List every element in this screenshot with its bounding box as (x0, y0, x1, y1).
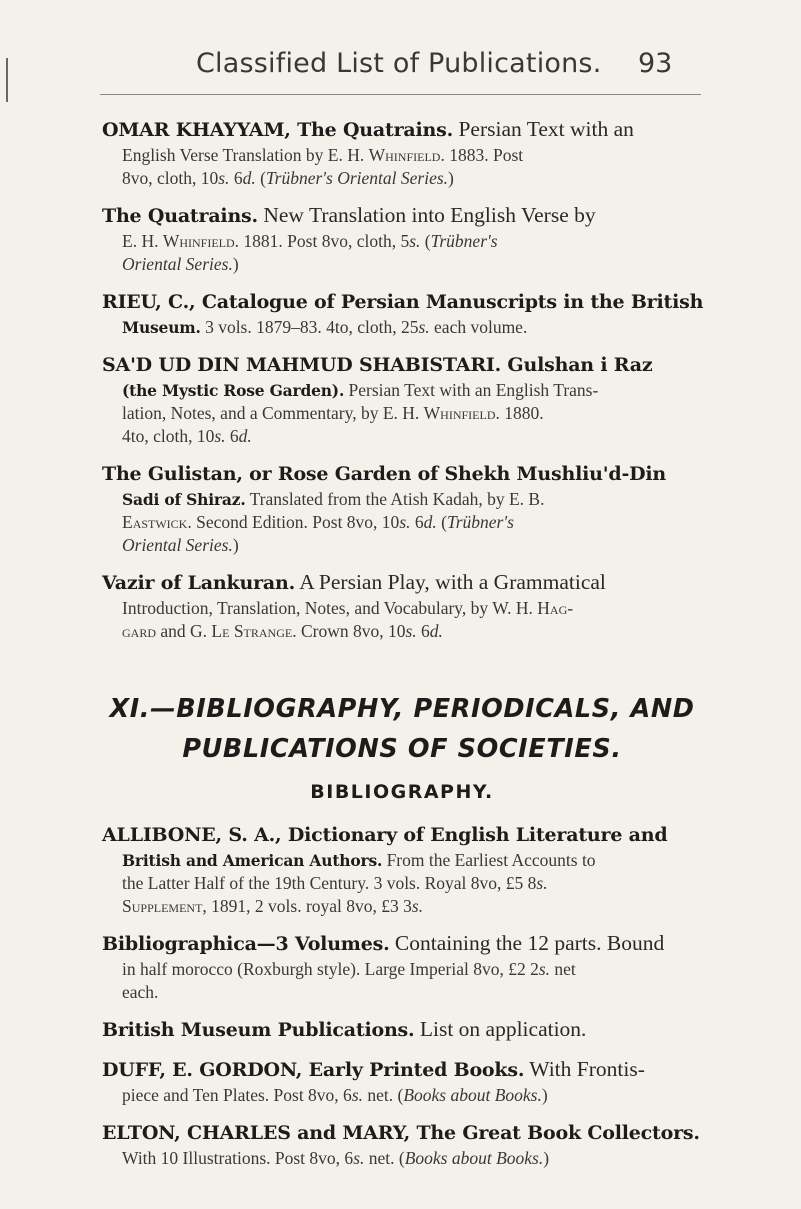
catalog-entry (102, 1056, 702, 1107)
entry-heading: DUFF, E. GORDON, Early Printed Books. (102, 1059, 525, 1081)
entry-text: Supplement, (122, 896, 207, 916)
entry-author: Hag- (537, 598, 574, 618)
entry-text: 1883. Post (444, 145, 524, 165)
entry-text: each. (122, 982, 159, 1002)
entry-heading: Bibliographica—3 Volumes. (102, 933, 390, 955)
entry-text: s. (214, 426, 226, 446)
entry-text: 6 (410, 512, 424, 532)
catalog-entry (102, 930, 702, 1004)
entry-text: 3 vols. 1879–83. 4to, cloth, 25 (200, 317, 419, 337)
catalog-entry (102, 460, 702, 557)
entry-text: 6 (416, 621, 430, 641)
entry-text: 4to, cloth, 10 (122, 426, 215, 446)
entry-text: d. (238, 426, 252, 446)
entry-text: d. (423, 512, 437, 532)
entry-text: s. (409, 231, 421, 251)
catalog-entry (102, 821, 702, 918)
entry-heading: SA'D UD DIN MAHMUD SHABISTARI. Gulshan i Raz (102, 354, 653, 376)
entry-heading: The Quatrains. (102, 205, 258, 227)
entry-text: From the Earliest Accounts to (382, 850, 596, 870)
entry-heading: ALLIBONE, S. A., Dictionary of English Literature and (102, 824, 668, 846)
series-name: Books about Books. (404, 1148, 544, 1168)
section-title (102, 689, 702, 769)
series-name: Oriental Series. (122, 535, 233, 555)
entry-heading: British Museum Publications. (102, 1019, 415, 1041)
entry-author: Whinfield. (162, 231, 240, 251)
entry-text: d. (242, 168, 256, 188)
entry-text: ) (232, 254, 239, 274)
entry-text: ( (255, 168, 266, 188)
catalog-entry (102, 1016, 702, 1044)
entry-text: 1891, 2 vols. royal 8vo, £3 3 (206, 896, 412, 916)
catalog-entry (102, 569, 702, 643)
entry-text: ) (543, 1148, 550, 1168)
entry-text: 1881. Post 8vo, cloth, 5 (239, 231, 410, 251)
subsection-title: BIBLIOGRAPHY. (310, 781, 494, 803)
entry-text: List on application. (414, 1017, 587, 1041)
entry-text: 6 (229, 168, 243, 188)
entry-heading: (the Mystic Rose Garden). (122, 381, 345, 400)
series-name: Oriental Series. (122, 254, 233, 274)
entry-text: net (550, 959, 576, 979)
entry-text: ) (448, 168, 454, 188)
entry-text: s. (405, 621, 417, 641)
entry-text: each volume. (429, 317, 528, 337)
entry-text: s. (538, 959, 551, 979)
page-number: 93 (638, 48, 673, 79)
entry-text: E. H. (122, 231, 163, 251)
entry-heading: Vazir of Lankuran. (102, 572, 296, 594)
entry-heading: Sadi of Shiraz. (122, 490, 246, 509)
entry-heading: The Gulistan, or Rose Garden of Shekh Mushliu'd-Din (102, 463, 667, 485)
series-name: Books about Books. (403, 1085, 542, 1105)
entry-text: d. (429, 621, 443, 641)
entry-text: ( (420, 231, 431, 251)
entry-heading: Museum. (122, 318, 201, 337)
entry-author: Whinfield. (368, 145, 445, 165)
entry-text: Translated from the Atish Kadah, by E. B. (245, 489, 545, 509)
entry-text: New Translation into English Verse by (257, 203, 596, 227)
section-title-line: XI.—BIBLIOGRAPHY, PERIODICALS, AND (109, 694, 695, 724)
catalog-entry (102, 1119, 702, 1170)
series-name: Trübner's (430, 231, 498, 251)
entry-text: s. (536, 873, 548, 893)
catalog-entry (102, 202, 702, 276)
entry-text: Persian Text with an (453, 117, 634, 141)
entry-text: s. (411, 896, 424, 916)
entry-text: Crown 8vo, 10 (296, 621, 406, 641)
entry-text: With 10 Illustrations. Post 8vo, 6 (122, 1148, 354, 1168)
entry-text: s. (399, 512, 411, 532)
entry-text: Second Edition. Post 8vo, 10 (191, 512, 400, 532)
entry-text: piece and Ten Plates. Post 8vo, 6 (122, 1085, 352, 1105)
entry-text: ( (436, 512, 447, 532)
entry-heading: OMAR KHAYYAM, The Quatrains. (102, 119, 454, 141)
running-title: Classified List of Publications. (196, 48, 602, 79)
entry-text: and G. (156, 621, 212, 641)
entry-text: 6 (225, 426, 239, 446)
entry-text: English Verse Translation by E. H. (122, 145, 369, 165)
entry-text: Introduction, Translation, Notes, and Vocabulary, by W. H. (122, 598, 538, 618)
entry-heading: RIEU, C., Catalogue of Persian Manuscripts in the British (102, 291, 704, 313)
entry-heading: ELTON, CHARLES and MARY, The Great Book Collectors. (102, 1122, 700, 1144)
entry-text: s. (418, 317, 430, 337)
entry-text: A Persian Play, with a Grammatical (295, 570, 606, 594)
entry-text: Persian Text with an English Trans- (344, 380, 599, 400)
entry-author: Le Strange. (211, 621, 297, 641)
entry-text: 8vo, cloth, 10 (122, 168, 219, 188)
entry-text: the Latter Half of the 19th Century. 3 vols. Royal 8vo, £5 8 (122, 873, 537, 893)
entry-heading: British and American Authors. (122, 851, 383, 870)
entry-text: s. (351, 1085, 363, 1105)
entry-text: lation, Notes, and a Commentary, by E. H. (122, 403, 424, 423)
entry-text: 1880. (499, 403, 544, 423)
header-rule (100, 94, 701, 95)
catalog-entry (102, 116, 702, 190)
catalog-entry (102, 351, 702, 448)
entry-text: net. ( (363, 1085, 404, 1105)
entry-text: With Frontis- (524, 1057, 645, 1081)
entry-text: in half morocco (Roxburgh style). Large Imperial 8vo, £2 2 (122, 959, 539, 979)
entry-author: Eastwick. (122, 512, 192, 532)
entry-text: net. ( (364, 1148, 405, 1168)
section-title-line: PUBLICATIONS OF SOCIETIES. (182, 734, 622, 764)
entry-author: gard (122, 621, 157, 641)
series-name: Trübner's Oriental Series. (265, 168, 449, 188)
entry-text: Containing the 12 parts. Bound (389, 931, 665, 955)
catalog-entry (102, 288, 702, 339)
entry-text: ) (232, 535, 239, 555)
entry-text: s. (218, 168, 230, 188)
page-header (0, 48, 801, 88)
entry-text: ) (541, 1085, 548, 1105)
entry-text: s. (353, 1148, 365, 1168)
series-name: Trübner's (446, 512, 514, 532)
entry-author: Whinfield. (423, 403, 500, 423)
page-content (102, 116, 702, 1182)
